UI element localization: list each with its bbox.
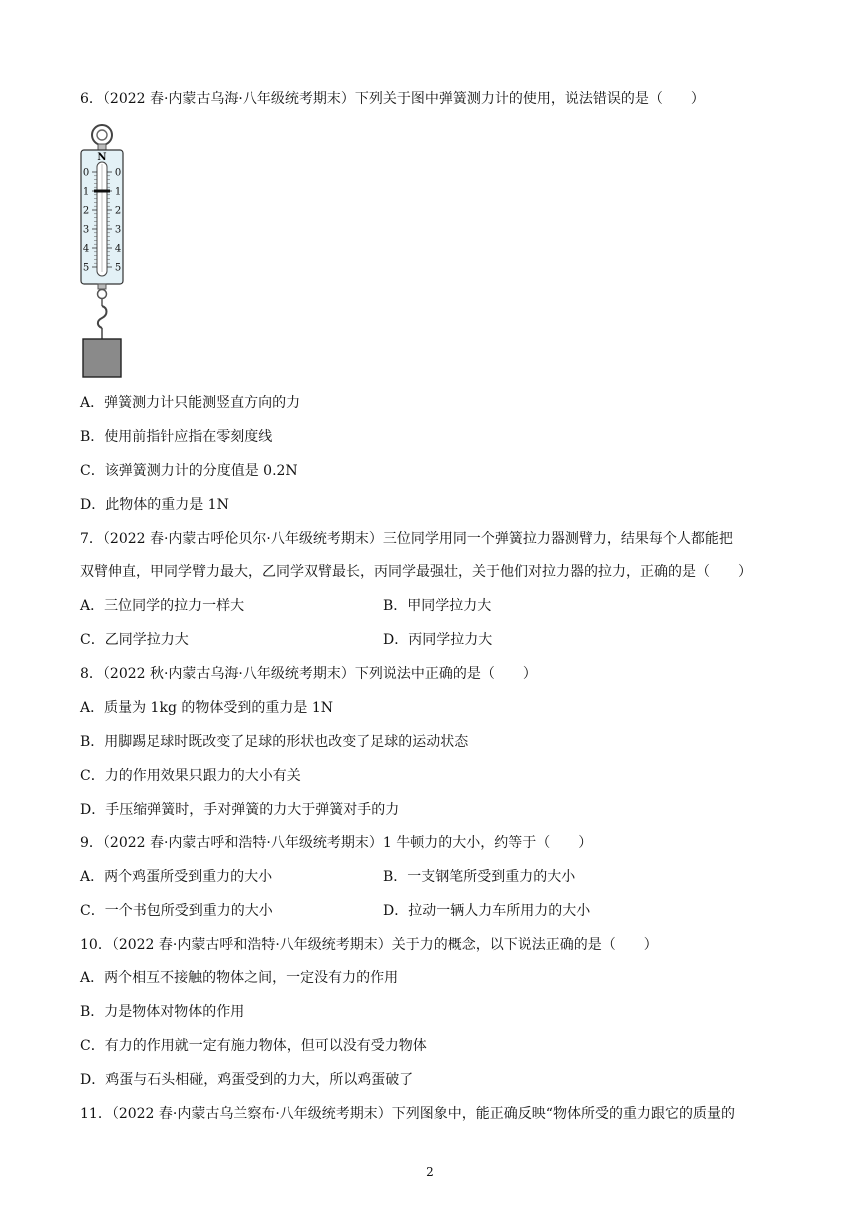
question-7-option-b: B．甲同学拉力大 bbox=[383, 598, 492, 614]
scale-right-label: 2 bbox=[114, 205, 122, 217]
question-8-option-b: B．用脚踢足球时既改变了足球的形状也改变了足球的运动状态 bbox=[80, 734, 469, 750]
scale-left-label: 5 bbox=[82, 262, 90, 274]
question-7-stem-line-1: 7．（2022 春·内蒙古呼伦贝尔·八年级统考期末）三位同学用同一个弹簧拉力器测臂力，结果每个人都能把 bbox=[80, 531, 733, 547]
scale-left-label: 0 bbox=[82, 167, 90, 179]
hook-icon bbox=[98, 306, 107, 328]
question-6-stem: 6．（2022 春·内蒙古乌海·八年级统考期末）下列关于图中弹簧测力计的使用，说法错误的是（ ） bbox=[80, 91, 705, 107]
question-10-option-d: D．鸡蛋与石头相碰，鸡蛋受到的力大，所以鸡蛋破了 bbox=[80, 1072, 414, 1088]
question-10-option-b: B．力是物体对物体的作用 bbox=[80, 1004, 245, 1020]
scale-unit-label: N bbox=[97, 152, 107, 163]
question-8-stem: 8．（2022 秋·内蒙古乌海·八年级统考期末）下列说法中正确的是（ ） bbox=[80, 666, 537, 682]
question-8-option-c: C．力的作用效果只跟力的大小有关 bbox=[80, 768, 301, 784]
scale-right-label: 5 bbox=[114, 262, 122, 274]
weight-block bbox=[83, 339, 121, 377]
spring-scale-figure bbox=[78, 122, 128, 386]
question-9-option-a: A．两个鸡蛋所受到重力的大小 bbox=[80, 869, 273, 885]
question-9-option-d: D．拉动一辆人力车所用力的大小 bbox=[383, 903, 591, 919]
question-7-option-d: D．丙同学拉力大 bbox=[383, 632, 493, 648]
question-6-option-c: C．该弹簧测力计的分度值是 0.2N bbox=[80, 463, 298, 479]
scale-left-label: 2 bbox=[82, 205, 90, 217]
question-10-option-c: C．有力的作用就一定有施力物体，但可以没有受力物体 bbox=[80, 1038, 427, 1054]
scale-right-label: 0 bbox=[114, 167, 122, 179]
question-9-option-c: C．一个书包所受到重力的大小 bbox=[80, 903, 273, 919]
question-8-option-a: A．质量为 1kg 的物体受到的重力是 1N bbox=[80, 700, 333, 716]
question-10-stem: 10．（2022 春·内蒙古呼和浩特·八年级统考期末）关于力的概念，以下说法正确的是（ ） bbox=[80, 937, 658, 953]
question-7-option-c: C．乙同学拉力大 bbox=[80, 632, 189, 648]
scale-right-label: 4 bbox=[114, 243, 122, 255]
scale-right-label: 3 bbox=[114, 224, 122, 236]
scale-pointer bbox=[94, 190, 110, 193]
question-6-option-d: D．此物体的重力是 1N bbox=[80, 497, 229, 513]
scale-left-label: 4 bbox=[82, 243, 90, 255]
page-number: 2 bbox=[426, 1165, 434, 1179]
scale-left-label: 3 bbox=[82, 224, 90, 236]
question-10-option-a: A．两个相互不接触的物体之间，一定没有力的作用 bbox=[80, 970, 399, 986]
question-8-option-d: D．手压缩弹簧时，手对弹簧的力大于弹簧对手的力 bbox=[80, 802, 400, 818]
question-11-stem: 11．（2022 春·内蒙古乌兰察布·八年级统考期末）下列图象中，能正确反映“物体所受的重力跟它的质量的 bbox=[80, 1106, 735, 1122]
question-7-stem-line-2: 双臂伸直，甲同学臂力最大，乙同学双臂最长，丙同学最强壮，关于他们对拉力器的拉力，正确的是（ ） bbox=[80, 564, 752, 580]
scale-right-label: 1 bbox=[114, 186, 122, 198]
question-9-stem: 9．（2022 春·内蒙古呼和浩特·八年级统考期末）1 牛顿力的大小，约等于（ ） bbox=[80, 835, 593, 851]
scale-left-label: 1 bbox=[82, 186, 90, 198]
question-6-option-b: B．使用前指针应指在零刻度线 bbox=[80, 429, 273, 445]
question-7-option-a: A．三位同学的拉力一样大 bbox=[80, 598, 245, 614]
question-9-option-b: B．一支钢笔所受到重力的大小 bbox=[383, 869, 576, 885]
question-6-option-a: A．弹簧测力计只能测竖直方向的力 bbox=[80, 395, 301, 411]
